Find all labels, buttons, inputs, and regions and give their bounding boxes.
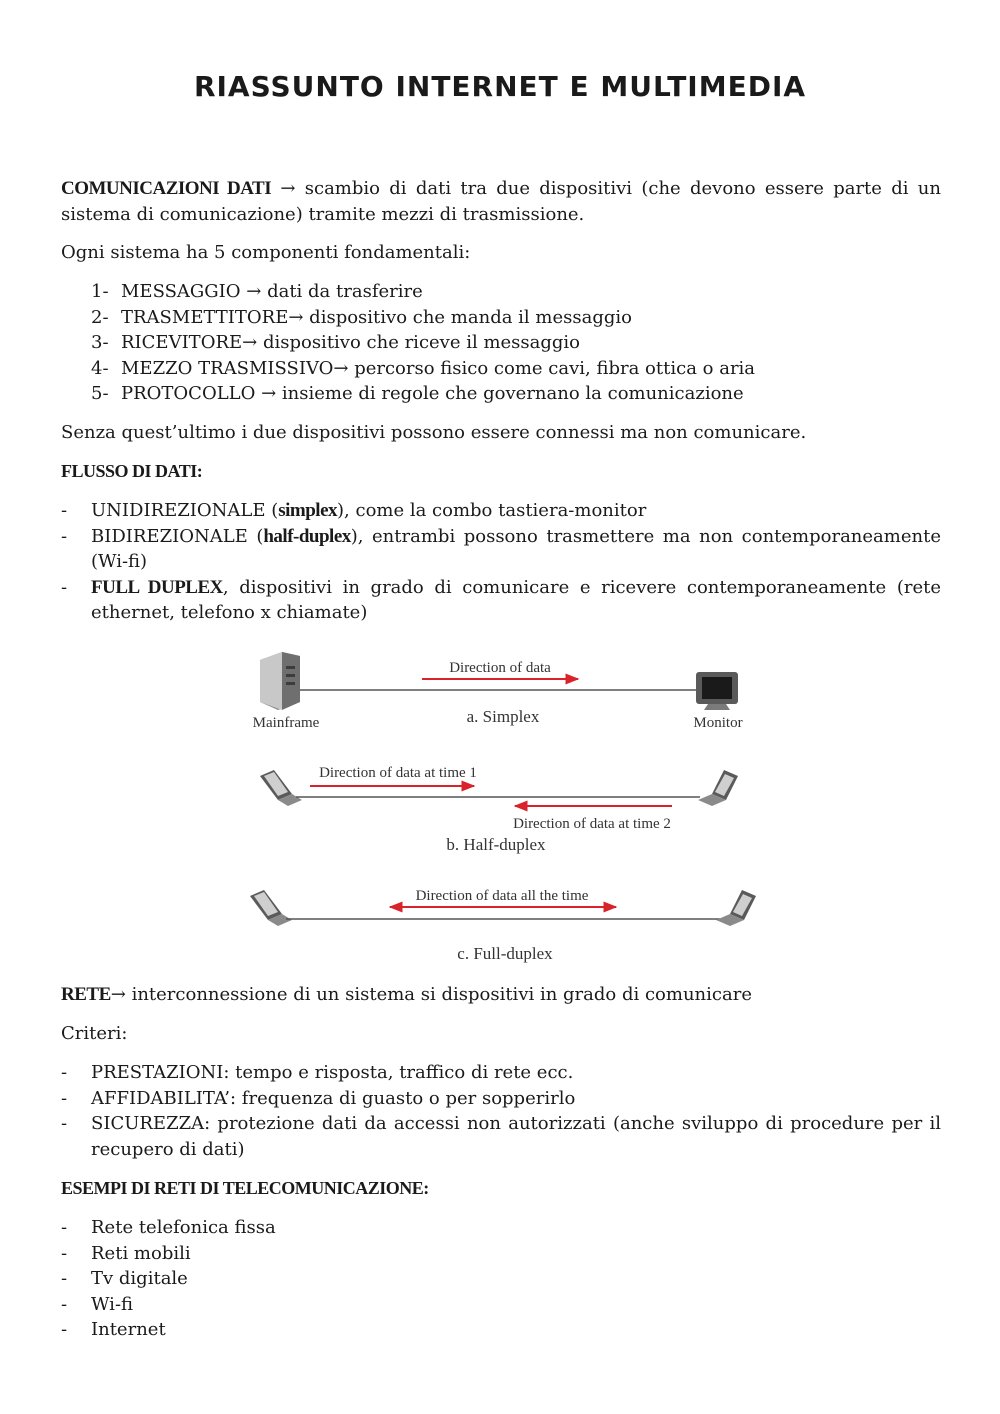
half-duplex-direction-1-label: Direction of data at time 1 <box>319 765 477 781</box>
item-text: ), entrambi possono trasmettere ma non contemporaneamente (Wi-fi) <box>91 525 941 572</box>
rete-term: RETE <box>61 984 111 1005</box>
list-text: TRASMETTITORE→ dispositivo che manda il messaggio <box>121 306 632 328</box>
esempi-item: Tv digitale <box>91 1268 188 1289</box>
list-dash: - <box>61 1087 68 1109</box>
flusso-item-full-duplex <box>91 575 941 626</box>
list-number: 1- <box>91 281 109 302</box>
simplex-direction-label: Direction of data <box>449 660 551 676</box>
list-number: 5- <box>91 383 109 404</box>
laptop-icon <box>250 890 292 926</box>
list-dash: - <box>61 500 68 521</box>
flusso-item-half-duplex <box>91 524 941 575</box>
arrow-icon: → <box>271 178 305 199</box>
list-number: 3- <box>91 332 109 353</box>
item-bold-term: simplex <box>278 500 338 521</box>
item-text: BIDIREZIONALE ( <box>91 525 264 547</box>
item-bold-term: FULL DUPLEX <box>91 576 223 598</box>
list-dash: - <box>61 1319 68 1340</box>
mainframe-icon <box>260 652 300 710</box>
flusso-item-simplex <box>91 498 941 524</box>
list-number: 4- <box>91 357 109 379</box>
list-text: RICEVITORE→ dispositivo che riceve il messaggio <box>121 332 581 353</box>
laptop-icon <box>716 890 756 926</box>
criteri-item: AFFIDABILITA’: frequenza di guasto o per sopperirlo <box>91 1087 576 1109</box>
list-text: MEZZO TRASMISSIVO→ percorso fisico come cavi, fibra ottica o aria <box>121 357 756 379</box>
componenti-intro: Ogni sistema ha 5 componenti fondamentali: <box>61 242 471 263</box>
criteri-item: SICUREZZA: protezione dati da accessi non autorizzati (anche sviluppo di procedure per il recupero di dati) <box>91 1113 941 1160</box>
esempi-item: Rete telefonica fissa <box>91 1217 276 1238</box>
arrow-icon: → <box>110 984 132 1005</box>
item-text: ), come la combo tastiera-monitor <box>337 500 647 521</box>
simplex-caption: a. Simplex <box>466 707 540 726</box>
full-duplex-diagram <box>250 888 756 963</box>
monitor-icon <box>696 672 738 710</box>
esempi-item: Wi-fi <box>91 1293 134 1315</box>
monitor-label: Monitor <box>693 715 743 731</box>
list-dash: - <box>61 1293 68 1315</box>
list-dash: - <box>61 576 68 598</box>
list-dash: - <box>61 525 68 547</box>
half-duplex-caption: b. Half-duplex <box>446 835 546 854</box>
transmission-modes-diagram <box>230 640 775 970</box>
esempi-item: Reti mobili <box>91 1242 191 1264</box>
esempi-heading: ESEMPI DI RETI DI TELECOMUNICAZIONE: <box>61 1178 429 1198</box>
flusso-heading: FLUSSO DI DATI: <box>61 461 203 481</box>
list-dash: - <box>61 1113 68 1134</box>
page-title: RIASSUNTO INTERNET E MULTIMEDIA <box>193 70 807 103</box>
laptop-icon <box>260 770 302 806</box>
full-duplex-direction-label: Direction of data all the time <box>415 888 589 904</box>
list-number: 2- <box>91 306 109 328</box>
full-duplex-caption: c. Full-duplex <box>457 944 553 963</box>
item-bold-term: half-duplex <box>263 525 351 547</box>
simplex-diagram <box>253 652 743 731</box>
list-dash: - <box>61 1242 68 1264</box>
list-dash: - <box>61 1217 68 1238</box>
comunicazioni-definition: scambio di dati tra due dispositivi (che devono essere parte di un sistema di comunicazione) tramite mezzi di trasmissione. <box>61 178 941 225</box>
item-text: , dispositivi in grado di comunicare e ricevere contemporaneamente (rete ethernet, telefono x chiamate) <box>91 576 941 623</box>
list-dash: - <box>61 1268 68 1289</box>
rete-definition: interconnessione di un sistema si dispositivi in grado di comunicare <box>131 984 752 1005</box>
comunicazioni-paragraph <box>61 176 941 227</box>
list-dash: - <box>61 1062 68 1083</box>
esempi-item: Internet <box>91 1319 166 1340</box>
half-duplex-direction-2-label: Direction of data at time 2 <box>513 816 671 832</box>
protocollo-note: Senza quest’ultimo i due dispositivi possono essere connessi ma non comunicare. <box>61 422 807 443</box>
item-text: UNIDIREZIONALE ( <box>91 500 279 521</box>
list-text: PROTOCOLLO → insieme di regole che governano la comunicazione <box>121 383 744 404</box>
comunicazioni-term: COMUNICAZIONI DATI <box>61 178 272 199</box>
rete-paragraph <box>61 982 752 1008</box>
list-text: MESSAGGIO → dati da trasferire <box>121 281 423 302</box>
mainframe-label: Mainframe <box>252 715 320 731</box>
criteri-item: PRESTAZIONI: tempo e risposta, traffico di rete ecc. <box>91 1062 574 1083</box>
laptop-icon <box>698 770 738 806</box>
criteri-label: Criteri: <box>61 1023 128 1044</box>
half-duplex-diagram <box>260 765 738 854</box>
